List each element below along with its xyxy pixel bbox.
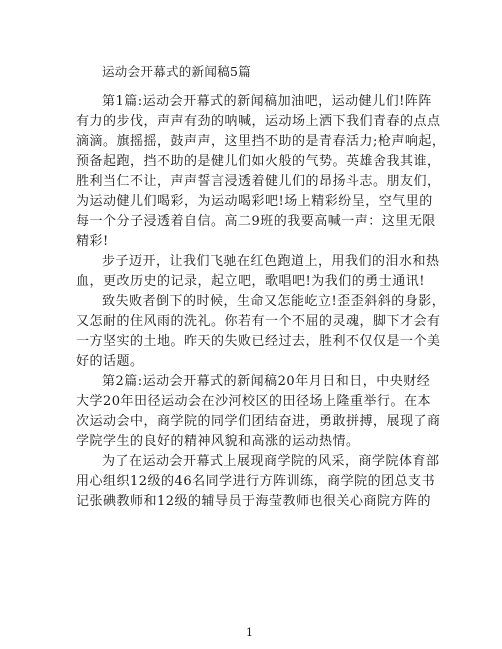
paragraph-line: 预备起跑，挡不助的是健儿们如火般的气势。英雄舍我其谁， xyxy=(76,154,441,169)
paragraph-line: 学院学生的良好的精神风貌和高涨的运动热情。 xyxy=(76,434,360,449)
paragraph-line: 胜利当仁不让，声声誓言浸透着健儿们的昂扬斗志。朋友们， xyxy=(76,174,441,189)
paragraph-line: 致失败者倒下的时候，生命又怎能屹立!歪歪斜斜的身影， xyxy=(102,294,446,309)
paragraph-line: 第2篇:运动会开幕式的新闻稿20年月日和日，中央财经 xyxy=(102,374,431,389)
paragraph-line: 为了在运动会开幕式上展现商学院的风采，商学院体育部 xyxy=(102,454,440,469)
paragraph-line: 次运动会中，商学院的同学们团结奋进，勇敢拼搏，展现了商 xyxy=(76,414,441,429)
paragraph-line: 一方坚实的土地。昨天的失败已经过去，胜利不仅仅是一个美 xyxy=(76,334,441,349)
document-title: 运动会开幕式的新闻稿5篇 xyxy=(102,64,252,79)
page-number: 1 xyxy=(246,626,253,639)
paragraph-line: 用心组织12级的46名同学进行方阵训练，商学院的团总支书 xyxy=(76,474,436,489)
paragraph-line: 每一个分子浸透着自信。高二9班的我要高喊一声：这里无限 xyxy=(76,214,436,229)
paragraph-line: 记张碘教师和12级的辅导员于海莹教师也很关心商院方阵的 xyxy=(76,494,432,509)
paragraph-line: 为运动健儿们喝彩，为运动喝彩吧!场上精彩纷呈，空气里的 xyxy=(76,194,433,209)
paragraph-line: 滴滴。旗摇摇，鼓声声，这里挡不助的是青春活力;枪声响起， xyxy=(76,134,446,149)
paragraph-line: 精彩! xyxy=(76,234,109,249)
paragraph-line: 步子迈开，让我们飞驰在红色跑道上，用我们的泪水和热 xyxy=(102,254,440,269)
paragraph-line: 又怎耐的住风雨的洗礼。你若有一个不屈的灵魂，脚下才会有 xyxy=(76,314,441,329)
paragraph-line: 好的话题。 xyxy=(76,354,144,369)
paragraph-line: 血，更改历史的记录，起立吧，歌唱吧!为我们的勇士通讯! xyxy=(76,274,425,289)
paragraph-line: 有力的步伐，声声有劲的呐喊，运动场上洒下我们青春的点点 xyxy=(76,114,441,129)
paragraph-line: 第1篇:运动会开幕式的新闻稿加油吧，运动健儿们!阵阵 xyxy=(102,94,432,109)
paragraph-line: 大学20年田径运动会在沙河校区的田径场上隆重举行。在本 xyxy=(76,394,432,409)
